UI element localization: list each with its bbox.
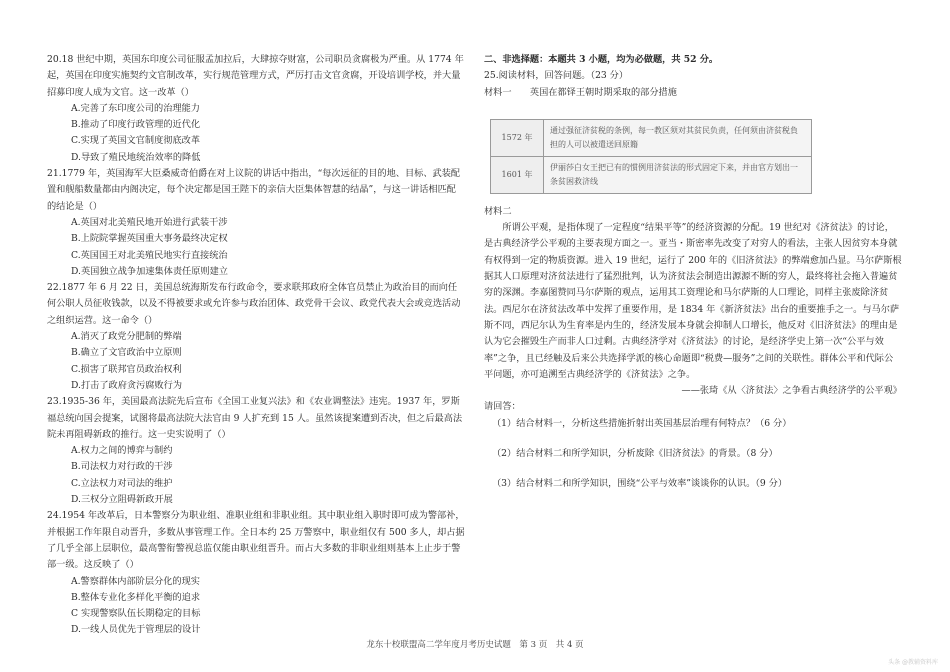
question-stem: 21.1779 年，英国海军大臣桑威奇伯爵在对上议院的讲话中指出，“每次远征的目的地、目标、武装配置和舰船数量都由内阁决定，每个决定都是国王陛下的亲信大臣集体智慧的结晶”，与这一讲话相匹配的结论是（） bbox=[47, 168, 461, 212]
table-desc-cell: 伊丽莎白女王把已有的惯例用济贫法的形式固定下来，并由官方划出一条贫困救济线 bbox=[544, 156, 812, 193]
question-20 bbox=[47, 52, 465, 166]
sub-question-3: （3）结合材料二和所学知识，围绕“公平与效率”谈谈你的认识。（9 分） bbox=[492, 478, 788, 490]
sub-question-1: （1）结合材料一，分析这些措施折射出英国基层治理有何特点？（6 分） bbox=[492, 417, 792, 429]
question-stem: 24.1954 年改革后，日本警察分为职业组、准职业组和非职业组。其中职业组入职时即可成为警部补，并根据工作年限自动晋升，多数从事管理工作。全日本约 25 万警察中，职业组仅有 500 多人，却占据了几乎全部上层职位，最高警衔警视总监仅能由职业组晋升。而占大多数的非职业组则基本上止步于警部一级。这反映了（） bbox=[47, 510, 465, 571]
page-footer: 龙东十校联盟高二学年度月考历史试题 第 3 页 共 4 页 bbox=[366, 640, 584, 650]
option-d: D.一线人员优先于管理层的设计 bbox=[71, 624, 201, 636]
option-a: A.警察群体内部阶层分化的现实 bbox=[71, 575, 200, 587]
option-d: D.英国独立战争加速集体责任原则建立 bbox=[71, 265, 228, 277]
option-b: B.推动了印度行政管理的近代化 bbox=[71, 119, 201, 131]
option-a: A.英国对北美殖民地开始进行武装干涉 bbox=[71, 216, 228, 228]
material-1-title: 材料一 英国在都铎王朝时期采取的部分措施 bbox=[484, 86, 677, 98]
material-1-table bbox=[490, 119, 812, 194]
table-desc-cell: 通过强征济贫税的条例，每一教区须对其贫民负责，任何须由济贫税負担的人可以被遣送回原籍 bbox=[544, 119, 812, 156]
option-c: C.立法权力对司法的维护 bbox=[71, 477, 173, 489]
material-2-title: 材料二 bbox=[484, 205, 512, 217]
table-year-cell: 1601 年 bbox=[491, 156, 544, 193]
question-stem: 23.1935-36 年，美国最高法院先后宣布《全国工业复兴法》和《农业调整法》违宪。1937 年，罗斯福总统向国会提案，试图将最高法院大法官由 9 人扩充到 15 人。虽然该提案遭到否决，但之后最高法院未再阻碍新政的推行。这一史实说明了（） bbox=[47, 396, 463, 440]
question-22 bbox=[47, 280, 465, 394]
option-d: D.导致了殖民地统治效率的降低 bbox=[71, 151, 201, 163]
option-b: B.整体专业化多样化平衡的追求 bbox=[71, 591, 201, 603]
option-b: B.确立了文官政治中立原则 bbox=[71, 347, 182, 359]
option-a: A.完善了东印度公司的治理能力 bbox=[71, 102, 200, 114]
left-column bbox=[47, 52, 465, 639]
question-25-heading: 25.阅读材料，回答问题。（23 分） bbox=[484, 70, 629, 82]
option-a: A.权力之间的博弈与制约 bbox=[71, 445, 173, 457]
option-a: A.消灭了政党分肥制的弊端 bbox=[71, 331, 182, 343]
citation: ——张琦《从〈济贫法〉之争看古典经济学的公平观》 bbox=[681, 385, 902, 397]
ask-label: 请回答： bbox=[484, 401, 521, 413]
question-23 bbox=[47, 394, 465, 508]
question-21 bbox=[47, 166, 465, 280]
sub-question-2: （2）结合材料二和所学知识，分析废除《旧济贫法》的背景。（8 分） bbox=[492, 448, 778, 460]
table-row bbox=[491, 119, 812, 156]
option-c: C 实现警察队伍长期稳定的目标 bbox=[71, 608, 201, 620]
watermark: 头条 @教辅资料库 bbox=[888, 659, 938, 666]
option-b: B.上院院掌握英国重大事务最终决定权 bbox=[71, 233, 228, 245]
option-c: C.损害了联邦官员政治权利 bbox=[71, 363, 182, 375]
table-year-cell: 1572 年 bbox=[491, 119, 544, 156]
option-d: D.三权分立阻碍新政开展 bbox=[71, 494, 173, 506]
option-b: B.司法权力对行政的干涉 bbox=[71, 461, 173, 473]
option-d: D.打击了政府贪污腐败行为 bbox=[71, 379, 183, 391]
right-column bbox=[484, 52, 902, 507]
table-row bbox=[491, 156, 812, 193]
section-heading: 二、非选择题：本题共 3 小题，均为必做题，共 52 分。 bbox=[484, 54, 719, 65]
question-stem: 22.1877 年 6 月 22 日，美国总统海斯发布行政命令，要求联邦政府全体官员禁止为政治目的而向任何公职人员征收钱款，以及不得被要求或允许参与政治团体、政党骨干会议、政党代表大会或竞选活动之组织运营。这一命令（） bbox=[47, 282, 461, 326]
question-24 bbox=[47, 508, 465, 638]
question-stem: 20.18 世纪中期，英国东印度公司征服孟加拉后，大肆掠夺财富，公司职员贪腐极为严重。从 1774 年起，英国在印度实施契约文官制改革，实行规范管理方式，严厉打击文官贪腐，开设培训学校，并大量招募印度人成为文官。这一改革（） bbox=[47, 54, 464, 98]
material-2-text: 所谓公平观，是指体现了一定程度“结果平等”的经济资源的分配。19 世纪对《济贫法》的讨论，是古典经济学公平观的主要表现方面之一。亚当・斯密率先改变了对穷人的看法，主张人因贫穷本身就有权得到一定的物质资源。进入 19 世纪，运行了 200 年的《旧济贫法》的弊端愈加凸显。马尔萨斯根据其人口原理对济贫法进行了猛烈批判，认为济贫法会制造出源源不断的穷人，最终将社会拖入普遍贫穷的深渊。李嘉图赞同马尔萨斯的观点，运用其工资理论和马尔萨斯的人口理论，同样主张废除济贫法。西尼尔在济贫法改革中发挥了重要作用，是 1834 年《新济贫法》出台的重要推手之一。与马尔萨斯不同，西尼尔认为生育率是内生的，经济发展本身就会抑制人口增长，他反对《旧济贫法》的理由是认为它会摧毁生产而非人口过剩。古典经济学对《济贫法》的讨论，是经济学史上第一次“公平与效率”之争，且已经触及后来公共选择学派的核心命题即“税费—服务”之间的关联性。群体公平和代际公平问题，亦可追溯至古典经济学的《济贫法》之争。 bbox=[484, 222, 902, 380]
option-c: C.英国国王对北美殖民地实行直接统治 bbox=[71, 249, 228, 261]
option-c: C.实现了英国文官制度彻底改革 bbox=[71, 135, 201, 147]
